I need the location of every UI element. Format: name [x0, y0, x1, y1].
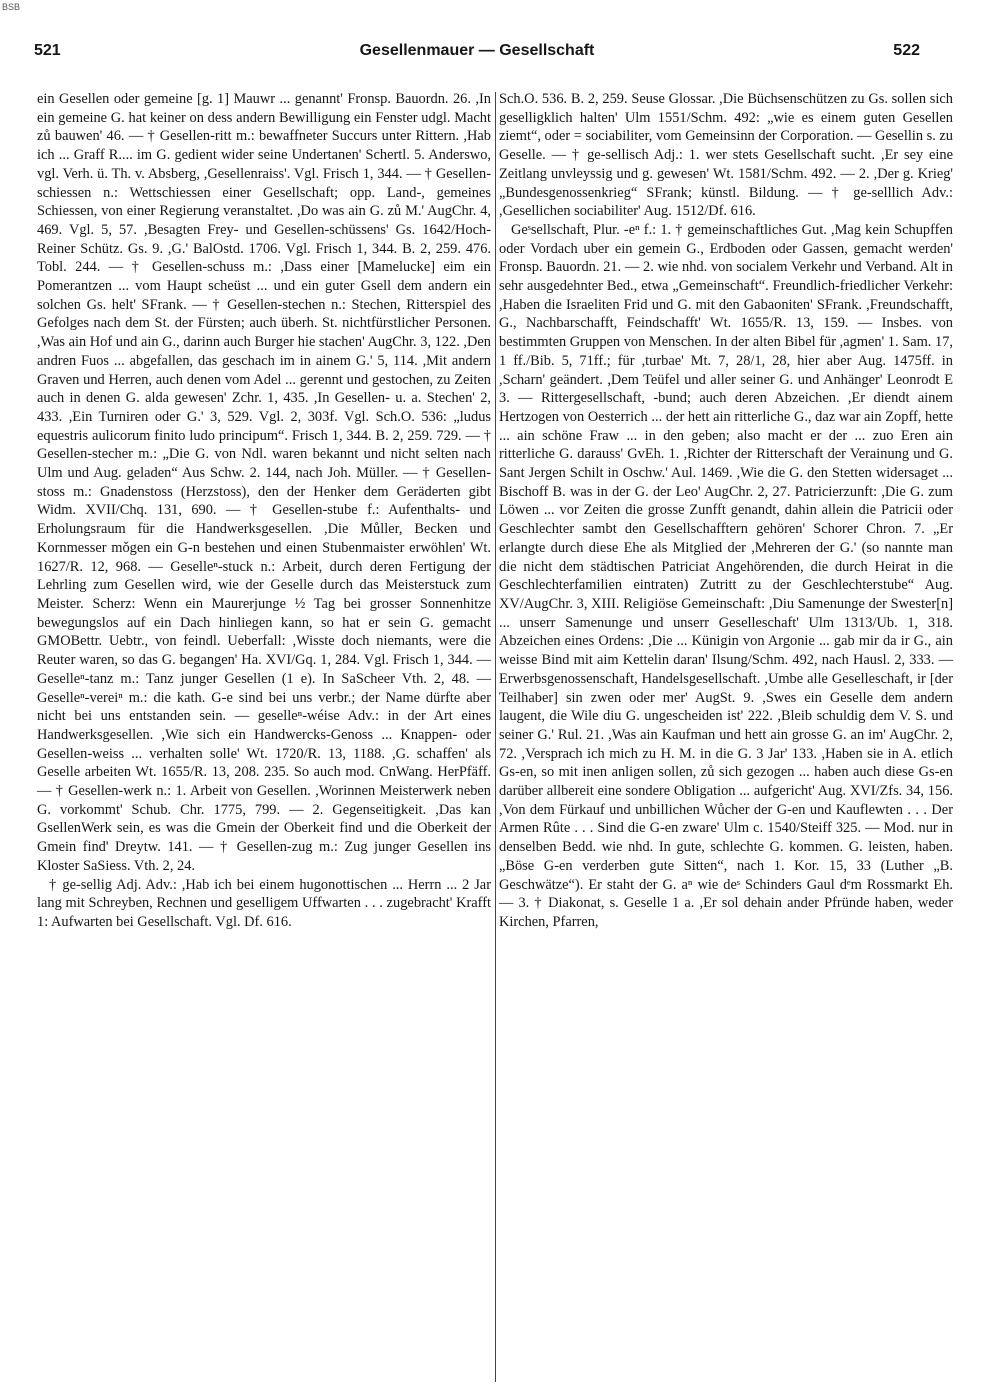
- running-title: Gesellenmauer — Gesellschaft: [359, 42, 595, 59]
- page-header: [34, 42, 920, 72]
- left-entry-gesellig: † ge-sellig Adj. Adv.: ,Hab ich bei einem hugonottischen ... Herrn ... 2 Jar lang mit Schreyben, Rechnen und geselligem Uffwarten . . . zugebracht' Krafft 1: Aufwarten bei Gesellschaft. Vgl. Df. 616.: [37, 876, 491, 930]
- column-divider: [495, 92, 496, 1382]
- left-column: [37, 90, 491, 932]
- right-column: [499, 90, 953, 932]
- left-entry-block: ein Gesellen oder gemeine [g. 1] Mauwr ... genannt' Fronsp. Bauordn. 26. ,In ein gemeine G. hat keiner on dess andern Bewilligung ein Fenster udgl. Macht zů bauwen' 46. — † Gesellen-ritt m.: bewaffneter Succurs unter Rittern. ,Hab ich ... Graff R.... im G. gedient wider seine Undertanen' Schertl. 5. Anderswo, vgl. Verh. ü. Th. v. Absberg, ,Gesellenraiss'. Vgl. Frisch 1, 344. — † Gesellen-schiessen n.: Wettschiessen einer Gesellschaft; opp. Land-, gemeines Schiessen, von einer Regierung veranstaltet. ,Do was ain G. zů M.' AugChr. 4, 469. Vgl. 5, 57. ,Besagten Frey- und Gesellen-schüssens' Gs. 1642/Hoch-Reiner Schütz. Gs. 9. ,G.' BalOstd. 1706. Vgl. Frisch 1, 344. B. 2, 259. 476. Tobl. 244. — † Gesellen-schuss m.: ,Dass einer [Mameluckе] eim ein Pomerantzen ... vom Haupt scheüst ... und ein guter Gsell dem andern ein solchen Gs. helt' SFrank. — † Gesellen-stechen n.: Stechen, Ritterspiel des Gefolges nach dem St. der Fürsten; auch überh. St. nichtfürstlicher Personen. ,Was ain Hof und ain G., darinn auch Burger hie stachen' AugChr. 3, 122. ,Den andren Fuos ... abgefallen, das geschach im in ainem G.' 5, 114. ,Mit andern Graven und Herren, auch denen vom Adel ... gerennt und gestochen, zu Zeiten auch in denen G. alda gewesen' Zchr. 1, 435. ,In Gesellen- u. a. Stechen' 2, 433. ,Ein Turniren oder G.' 3, 529. Vgl. 2, 303f. Vgl. Sch.O. 536: „ludus equestris aulicorum finito ludo principum“. Frisch 1, 344. B. 2, 259. 729. — † Gesellen-stecher m.: „Die G. von Ndl. waren bekannt und nicht selten nach Ulm und Aug. geladen“ Aus Schw. 2. 144, nach Joh. Müller. — † Gesellen-stoss m.: Gnadenstoss (Herzstoss), den der Henker dem Geräderten gibt Widm. XVII/Chq. 131, 690. — † Gesellen-stube f.: Aufenthalts- und Erholungsraum für die Handwerksgesellen. ,Die Můller, Becken und Kornmesser mǒgen ein G-n bestehen und einen Stubenmaister erwöhlen' Wt. 1627/R. 12, 968. — Geselleⁿ-stuck n.: Arbeit, durch deren Fertigung der Lehrling zum Gesellen wird, wie der Geselle durch das Meisterstuck zum Meister. Scherz: Wenn ein Maurerjunge ½ Tag bei grosser Sonnenhitze bewegungslos auf ein Dach hinliegen kann, so hat er sein G. gemacht GMOBettr. Uebtr., von feindl. Ueberfall: ,Wisste doch niemants, were die Reuter waren, so das G. begangen' Ha. XVI/Gq. 1, 284. Vgl. Frisch 1, 344. — Geselleⁿ-tanz m.: Tanz junger Gesellen (1 e). In SaScheer Vth. 2, 48. — Geselleⁿ-vereiⁿ m.: die kath. G-e sind bei uns verbr.; der Name dürfte aber nicht bei uns entstanden sein. — geselleⁿ-wéise Adv.: in der Art eines Handwerksgesellen. ,Wie sich ein Handwercks-Genoss ... Knappen- oder Gesellen-weiss ... verhalten solle' Wt. 1720/R. 13, 1188. ,G. schaffen' als Geselle arbeiten Wt. 1655/R. 13, 208. 235. So auch mod. CnWang. HerPfäff. — † Gesellen-werk n.: 1. Arbeit von Gesellen. ,Worinnen Meisterwerk neben G. vorkommt' Schub. Chr. 1775, 799. — 2. Gegenseitigkeit. ,Das kan GsellenWerk sein, es was die Gmein der Oberkeit find und die Oberkeit der Gmein find' Dreytw. 141. — † Gesellen-zug m.: Zug junger Gesellen ins Kloster SaSiess. Vth. 2, 24.: [37, 91, 491, 874]
- right-entry-gesellschaft: Geˢsellschaft, Plur. -eⁿ f.: 1. † gemeinschaftliches Gut. ,Mag kein Schupffen oder Vordach uber ein gemein G., Erdboden oder Gassen, gemacht werden' Fronsp. Bauordn. 21. — 2. wie nhd. von socialem Verkehr und Verband. Alt in sehr ausgedehnter Bed., etwa „Gemeinschaft“. Freundlich-friedlicher Verkehr: ,Haben die Israeliten Frid und G. mit den Gabaoniten' SFrank. ,Freundschafft, G., Nachbarschafft, Feindschafft' Wt. 1655/R. 13, 159. — Insbes. von bestimmten Gruppen von Menschen. In der alten Bibel für ,agmen' 1. Sam. 17, 1 ff./Bib. 5, 71ff.; für ,turbae' Mt. 7, 28/1, 28, hier aber Aug. 1475ff. in ,Scharn' geändert. ,Dem Teüfel und aller seiner G. und Anhänger' Leonrodt E 3. — Rittergesellschaft, -bund; auch deren Abzeichen. ,Er diendt ainem Hertzogen von Oesterrich ... der hett ain ritterliche G., daz war ain Zopff, hette ... ain schöne Fraw ... in den geben; also macht er der ... zuo Eren ain ritterliche G. darauss' GvEh. 1. ,Richter der Ritterschaft der Verainung und G. Sant Jergen Schilt in Oschw.' Aul. 1469. ,Wie die G. den Stetten widersaget ... Bischoff B. was in der G. der Leo' AugChr. 2, 27. Patricierzunft: ,Die G. zum Löwen ... vor Zeiten die grosse Zunfft genandt, dahin allein die Patricii oder Geschlechter sambt den Gesellschafftern gehören' Schorer Chron. 7. „Er erlangte durch diese Ehe als Mitglied der ,Mehreren der G.' (so nannte man die nicht dem städtischen Patriciat Angehörenden, die durch Heirat in die Geschlechterfamilien eintraten) Zutritt zu der Geschlechterstube“ Aug. XV/AugChr. 3, XIII. Religiöse Gemeinschaft: ,Diu Samenunge der Swester[n] ... unserr Samenunge und unserr Geselleschaft' Ulm 1313/Ub. 1, 318. Abzeichen eines Ordens: ,Die ... Künigin von Argonie ... gab mir da ir G., ain weisse Bind mit aim Kettelin daran' Ilsung/Schm. 492, nach Hausl. 2, 333. — Erwerbsgenossenschaft, Handelsgesellschaft. ,Umbe alle Geselleschaft, ir [der Teilhaber] sin zwen oder mer' AugSt. 9. ,Swes ein Geselle dem andern laugent, die Wile diu G. ungescheiden ist' 222. ,Bleib schuldig dem V. S. und seiner G.' Rul. 21. ,Was ain Kaufman und hett ain grosse G. an im' AugChr. 2, 72. ,Versprach ich mich zu H. M. in die G. 3 Jar' 133. ,Haben sie in A. etlich Gs-en, so mit inen anligen sollen, zů sich gezogen ... haben auch diese Gs-en darüber allbereit eine sondere Obligation ... aufgericht' Aug. XVI/Zfs. 34, 156. ,Von dem Fürkauf und unbillichen Wůcher der G-en und Kauflewten . . . Der Armen Rûte . . . Sind die G-en zware' Ulm c. 1540/Steiff 325. — Mod. nur in denselben Bedd. wie nhd. In gute, schlechte G. kommen. G. leisten, haben. „Böse G-en verderben gute Sitten“, nach 1. Kor. 15, 33 (Luther „B. Geschwätze“). Er staht der G. aⁿ wie deˢ Schinders Gaul dᵉm Rossmarkt Eh. — 3. † Diakonat, s. Geselle 1 a. ,Er sol dehain ander Pfründe haben, weder Kirchen, Pfarren,: [499, 221, 953, 930]
- library-stamp: BSB: [2, 2, 21, 12]
- right-entry-block: Sch.O. 536. B. 2, 259. Seuse Glossar. ,Die Büchsenschützen zu Gs. sollen sich geselligklich halten' Ulm 1551/Schm. 492: „wie es einem guten Gesellen ziemt“, oder = sociabiliter, vom Gemeinsinn der Corporation. — Gesellin s. zu Geselle. — † ge-sellisch Adj.: 1. wer stets Gesellschaft sucht. ,Er sey eine Zeitlang unvleyssig und g. gewesen' Wt. 1581/Schm. 492. — 2. ,Der g. Krieg' „Bundesgenossenkrieg“ SFrank; künstl. Bildung. — † ge-selllich Adv.: ,Gesellichen sociabiliter' Aug. 1512/Df. 616.: [499, 91, 953, 220]
- page-number-right: 522: [893, 42, 920, 59]
- page-number-left: 521: [34, 42, 61, 59]
